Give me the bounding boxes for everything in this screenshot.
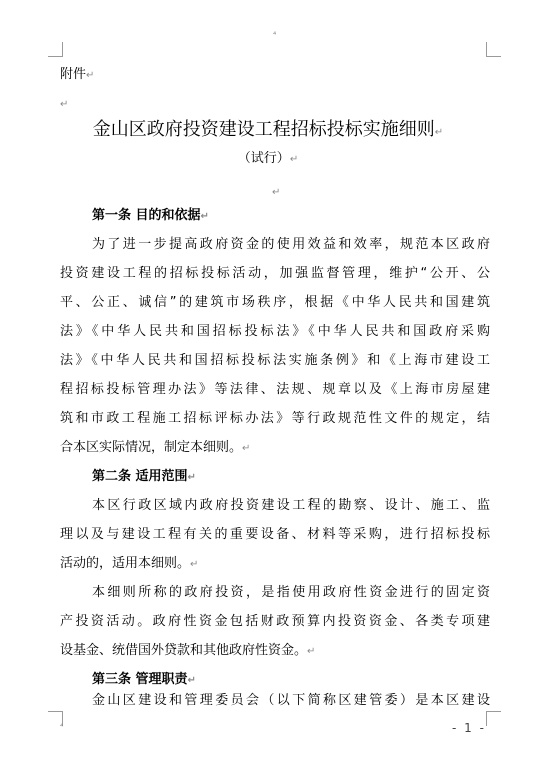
- crop-mark-bottom-right: [486, 711, 501, 726]
- body-text-line: 理以及与建设工程有关的重要设备、材料等采购，进行招标投标: [60, 527, 490, 542]
- body-text-line: 投资建设工程的招标投标活动，加强监督管理，维护“公开、公: [60, 266, 490, 281]
- paragraph-mark: ↵: [187, 675, 196, 686]
- body-text-line: 法》《中华人民共和国招标投标法》《中华人民共和国政府采购: [60, 324, 490, 339]
- paragraph-mark: ↵: [289, 154, 299, 165]
- section-heading: [92, 468, 196, 487]
- paragraph-mark: ↵: [307, 646, 316, 657]
- body-text-line: 金山区建设和管理委员会（以下简称区建管委）是本区建设: [92, 693, 490, 708]
- body-text-line: 程招标投标管理办法》等法律、法规、规章以及《上海市房屋建: [60, 382, 490, 397]
- header-mark: ⁴: [273, 30, 277, 39]
- empty-line: [272, 180, 280, 199]
- crop-mark-top-right: [486, 42, 501, 57]
- paragraph-mark: ↵: [272, 187, 281, 198]
- empty-line: [60, 95, 490, 114]
- attachment-label-line: [60, 66, 490, 85]
- paragraph-mark: ↵: [86, 70, 95, 81]
- paragraph-mark: ↵: [434, 127, 444, 138]
- body-text-line: 平、公正、诚信”的建筑市场秩序，根据《中华人民共和国建筑: [60, 295, 490, 310]
- paragraph-mark: ↵: [190, 559, 199, 570]
- paragraph-mark: ↵: [60, 99, 69, 110]
- body-text-line-last: [60, 555, 490, 574]
- section-heading: [92, 207, 209, 226]
- document-subtitle: （试行）: [237, 151, 290, 166]
- body-text-line: 为了进一步提高政府资金的使用效益和效率，规范本区政府: [92, 237, 490, 252]
- body-text-line-last: [60, 439, 490, 458]
- crop-mark-top-left: [48, 42, 63, 57]
- section-heading-text: 第一条 目的和依据: [92, 208, 201, 223]
- body-text: 活动的，适用本细则。: [60, 556, 191, 571]
- document-title-line: [0, 118, 536, 145]
- page-number: - 1 -: [452, 721, 486, 735]
- body-text-line-last: [60, 642, 490, 661]
- body-text: 设基金、统借国外贷款和其他政府性资金。: [60, 643, 308, 658]
- attachment-label: 附件: [60, 67, 87, 82]
- body-text-line: 法》《中华人民共和国招标投标法实施条例》和《上海市建设工: [60, 353, 490, 368]
- paragraph-mark: ↵: [242, 443, 251, 454]
- document-subtitle-line: [0, 150, 536, 169]
- document-title: 金山区政府投资建设工程招标投标实施细则: [92, 119, 435, 140]
- footer-mark: ⁴: [60, 722, 64, 731]
- body-text-line: 产投资活动。政府性资金包括财政预算内投资资金、各类专项建: [60, 614, 490, 629]
- body-text: 合本区实际情况，制定本细则。: [60, 440, 243, 455]
- paragraph-mark: ↵: [200, 211, 209, 222]
- section-heading: [92, 671, 196, 690]
- body-text-line: 本区行政区域内政府投资建设工程的勘察、设计、施工、监: [92, 498, 490, 513]
- body-text-line: 筑和市政工程施工招标评标办法》等行政规范性文件的规定，结: [60, 411, 490, 426]
- body-text-line: 本细则所称的政府投资，是指使用政府性资金进行的固定资: [92, 585, 490, 600]
- paragraph-mark: ↵: [187, 472, 196, 483]
- section-heading-text: 第三条 管理职责: [92, 672, 188, 687]
- section-heading-text: 第二条 适用范围: [92, 469, 188, 484]
